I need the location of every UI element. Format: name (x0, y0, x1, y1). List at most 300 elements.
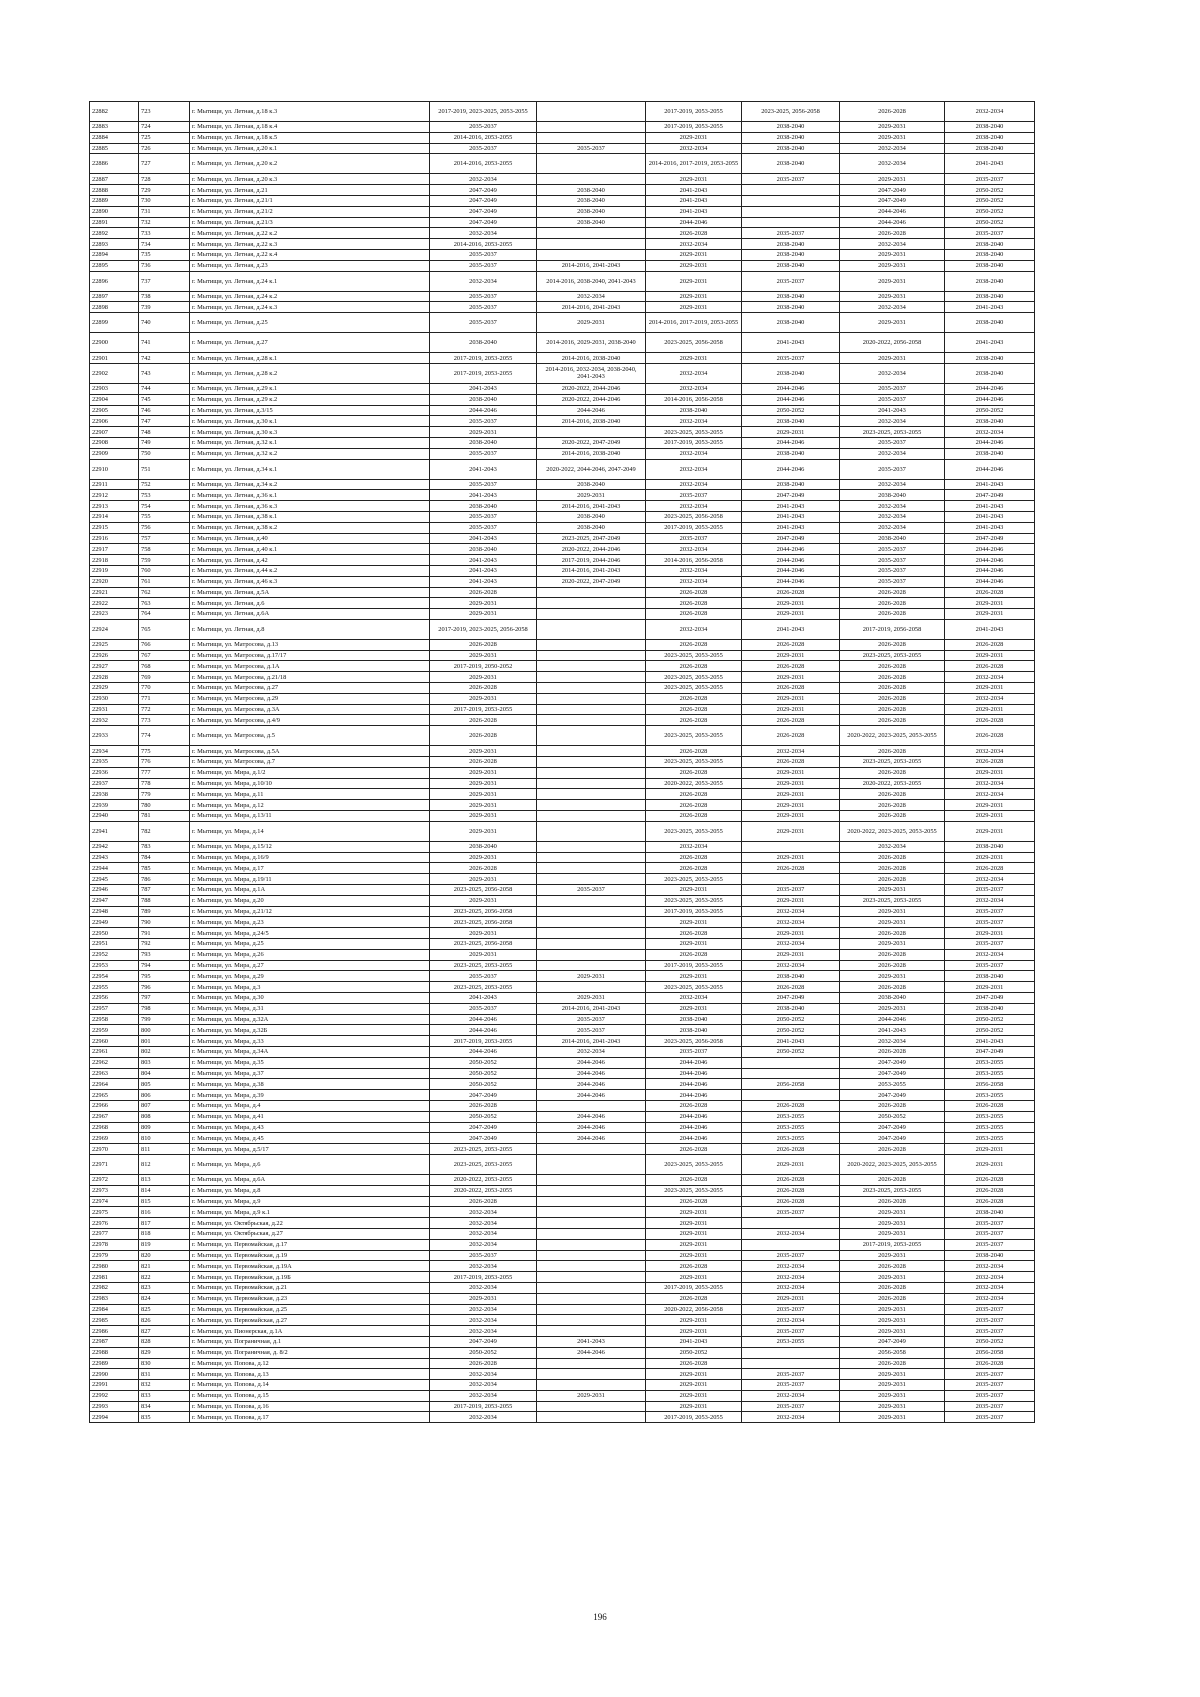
period-cell-3: 2044-2046 (646, 1133, 742, 1144)
period-cell-2 (537, 122, 646, 133)
period-cell-4: 2041-2043 (742, 522, 840, 533)
period-cell-1: 2035-2037 (430, 448, 537, 459)
period-cell-1: 2032-2034 (430, 1326, 537, 1337)
address-cell: г. Мытищи, ул. Мира, д.6А (190, 1174, 430, 1185)
row-id-cell: 22943 (90, 852, 139, 863)
period-cell-5: 2038-2040 (840, 993, 945, 1004)
period-cell-1: 2035-2037 (430, 260, 537, 271)
row-number-cell: 739 (139, 302, 190, 313)
row-id-cell: 22973 (90, 1185, 139, 1196)
period-cell-3: 2026-2028 (646, 852, 742, 863)
row-id-cell: 22991 (90, 1380, 139, 1391)
period-cell-1: 2032-2034 (430, 1261, 537, 1272)
period-cell-1: 2029-2031 (430, 650, 537, 661)
table-row (90, 1218, 1035, 1229)
row-number-cell: 772 (139, 704, 190, 715)
row-id-cell: 22930 (90, 693, 139, 704)
address-cell: г. Мытищи, ул. Мира, д.23 (190, 917, 430, 928)
table-row (90, 1282, 1035, 1293)
period-cell-5: 2026-2028 (840, 960, 945, 971)
period-cell-6: 2047-2049 (945, 533, 1035, 544)
period-cell-2: 2032-2034 (537, 1046, 646, 1057)
period-cell-6: 2038-2040 (945, 291, 1035, 302)
period-cell-5: 2026-2028 (840, 704, 945, 715)
table-row (90, 313, 1035, 333)
table-row (90, 217, 1035, 228)
row-id-cell: 22972 (90, 1174, 139, 1185)
row-id-cell: 22949 (90, 917, 139, 928)
row-id-cell: 22913 (90, 501, 139, 512)
period-cell-5: 2038-2040 (840, 533, 945, 544)
row-number-cell: 728 (139, 174, 190, 185)
period-cell-4: 2041-2043 (742, 333, 840, 353)
row-number-cell: 744 (139, 383, 190, 394)
address-cell: г. Мытищи, ул. Мира, д.32Б (190, 1025, 430, 1036)
row-id-cell: 22990 (90, 1369, 139, 1380)
address-cell: г. Мытищи, ул. Пограничная, д.1 (190, 1336, 430, 1347)
row-number-cell: 723 (139, 102, 190, 122)
address-cell: г. Мытищи, ул. Летная, д.6 (190, 598, 430, 609)
period-cell-4: 2053-2055 (742, 1336, 840, 1347)
table-row (90, 650, 1035, 661)
address-cell: г. Мытищи, ул. Летная, д.8 (190, 619, 430, 639)
period-cell-4: 2041-2043 (742, 501, 840, 512)
row-number-cell: 795 (139, 971, 190, 982)
row-number-cell: 806 (139, 1090, 190, 1101)
period-cell-4: 2038-2040 (742, 416, 840, 427)
address-cell: г. Мытищи, ул. Матросова, д.29 (190, 693, 430, 704)
period-cell-1: 2035-2037 (430, 522, 537, 533)
period-cell-3: 2026-2028 (646, 1261, 742, 1272)
address-cell: г. Мытищи, ул. Летная, д.20 к.2 (190, 154, 430, 174)
period-cell-1: 2047-2049 (430, 1090, 537, 1101)
table-row (90, 555, 1035, 566)
table-row (90, 394, 1035, 405)
period-cell-2: 2020-2022, 2044-2046 (537, 383, 646, 394)
table-row (90, 1336, 1035, 1347)
row-id-cell: 22950 (90, 928, 139, 939)
period-cell-4: 2038-2040 (742, 132, 840, 143)
period-cell-1: 2029-2031 (430, 672, 537, 683)
row-number-cell: 793 (139, 949, 190, 960)
address-cell: г. Мытищи, ул. Пограничная, д. 8/2 (190, 1347, 430, 1358)
period-cell-6: 2035-2037 (945, 917, 1035, 928)
period-cell-5: 2026-2028 (840, 789, 945, 800)
row-number-cell: 724 (139, 122, 190, 133)
period-cell-5: 2047-2049 (840, 195, 945, 206)
period-cell-6: 2041-2043 (945, 522, 1035, 533)
row-id-cell: 22899 (90, 313, 139, 333)
table-row (90, 383, 1035, 394)
period-cell-6: 2035-2037 (945, 1390, 1035, 1401)
period-cell-5: 2041-2043 (840, 405, 945, 416)
period-cell-5: 2029-2031 (840, 313, 945, 333)
period-cell-6: 2035-2037 (945, 885, 1035, 896)
row-number-cell: 758 (139, 544, 190, 555)
row-number-cell: 792 (139, 939, 190, 950)
period-cell-2 (537, 174, 646, 185)
period-cell-1: 2050-2052 (430, 1068, 537, 1079)
period-cell-3: 2014-2016, 2017-2019, 2053-2055 (646, 154, 742, 174)
row-id-cell: 22883 (90, 122, 139, 133)
period-cell-3: 2029-2031 (646, 1239, 742, 1250)
row-id-cell: 22894 (90, 249, 139, 260)
address-cell: г. Мытищи, ул. Мира, д.17 (190, 863, 430, 874)
period-cell-1: 2023-2025, 2053-2055 (430, 982, 537, 993)
address-cell: г. Мытищи, ул. Летная, д.32 к.2 (190, 448, 430, 459)
period-cell-2: 2014-2016, 2032-2034, 2038-2040, 2041-2043 (537, 363, 646, 383)
table-row (90, 619, 1035, 639)
row-id-cell: 22969 (90, 1133, 139, 1144)
period-cell-5: 2032-2034 (840, 448, 945, 459)
period-cell-6: 2029-2031 (945, 767, 1035, 778)
address-cell: г. Мытищи, ул. Мира, д.43 (190, 1122, 430, 1133)
period-cell-4 (742, 195, 840, 206)
table-row (90, 511, 1035, 522)
period-cell-5: 2026-2028 (840, 1293, 945, 1304)
period-cell-6: 2026-2028 (945, 587, 1035, 598)
period-cell-4: 2053-2055 (742, 1111, 840, 1122)
period-cell-4: 2035-2037 (742, 1401, 840, 1412)
period-cell-5: 2029-2031 (840, 971, 945, 982)
address-cell: г. Мытищи, ул. Попова, д.12 (190, 1358, 430, 1369)
period-cell-3: 2023-2025, 2053-2055 (646, 650, 742, 661)
period-cell-5: 2035-2037 (840, 555, 945, 566)
address-cell: г. Мытищи, ул. Летная, д.21/2 (190, 206, 430, 217)
period-cell-2: 2029-2031 (537, 1390, 646, 1401)
period-cell-3: 2032-2034 (646, 363, 742, 383)
table-row (90, 1358, 1035, 1369)
address-cell: г. Мытищи, ул. Летная, д.28 к.1 (190, 353, 430, 364)
period-cell-2: 2014-2016, 2041-2043 (537, 260, 646, 271)
period-cell-5: 2029-2031 (840, 885, 945, 896)
period-cell-5: 2029-2031 (840, 271, 945, 291)
period-cell-3: 2026-2028 (646, 1100, 742, 1111)
row-number-cell: 828 (139, 1336, 190, 1347)
period-cell-5: 2032-2034 (840, 1036, 945, 1047)
period-cell-5: 2032-2034 (840, 143, 945, 154)
period-cell-2: 2044-2046 (537, 1111, 646, 1122)
table-row (90, 185, 1035, 196)
period-cell-4 (742, 1358, 840, 1369)
table-row (90, 522, 1035, 533)
table-row (90, 661, 1035, 672)
period-cell-5: 2029-2031 (840, 1401, 945, 1412)
address-cell: г. Мытищи, ул. Мира, д.16/9 (190, 852, 430, 863)
period-cell-4: 2026-2028 (742, 1144, 840, 1155)
period-cell-2 (537, 1218, 646, 1229)
row-id-cell: 22931 (90, 704, 139, 715)
table-row (90, 971, 1035, 982)
period-cell-1: 2029-2031 (430, 852, 537, 863)
row-id-cell: 22968 (90, 1122, 139, 1133)
period-cell-3: 2038-2040 (646, 405, 742, 416)
row-number-cell: 770 (139, 683, 190, 694)
address-cell: г. Мытищи, ул. Летная, д.21/3 (190, 217, 430, 228)
period-cell-4: 2035-2037 (742, 271, 840, 291)
period-cell-1: 2032-2034 (430, 1228, 537, 1239)
period-cell-6: 2032-2034 (945, 949, 1035, 960)
row-number-cell: 801 (139, 1036, 190, 1047)
row-id-cell: 22978 (90, 1239, 139, 1250)
row-number-cell: 824 (139, 1293, 190, 1304)
row-number-cell: 817 (139, 1218, 190, 1229)
row-number-cell: 804 (139, 1068, 190, 1079)
period-cell-5: 2029-2031 (840, 939, 945, 950)
period-cell-3: 2026-2028 (646, 1174, 742, 1185)
table-row (90, 533, 1035, 544)
period-cell-5: 2053-2055 (840, 1079, 945, 1090)
row-id-cell: 22955 (90, 982, 139, 993)
period-cell-1: 2017-2019, 2050-2052 (430, 661, 537, 672)
row-number-cell: 786 (139, 874, 190, 885)
period-cell-1: 2050-2052 (430, 1057, 537, 1068)
row-number-cell: 734 (139, 239, 190, 250)
address-cell: г. Мытищи, ул. Матросова, д.17/17 (190, 650, 430, 661)
period-cell-6: 2029-2031 (945, 598, 1035, 609)
period-cell-1: 2038-2040 (430, 333, 537, 353)
row-number-cell: 791 (139, 928, 190, 939)
row-number-cell: 815 (139, 1196, 190, 1207)
period-cell-3: 2029-2031 (646, 1003, 742, 1014)
period-cell-5: 2026-2028 (840, 982, 945, 993)
table-row (90, 143, 1035, 154)
period-cell-4: 2044-2046 (742, 555, 840, 566)
period-cell-6: 2038-2040 (945, 448, 1035, 459)
table-row (90, 437, 1035, 448)
period-cell-3: 2032-2034 (646, 993, 742, 1004)
period-cell-2: 2014-2016, 2038-2040 (537, 416, 646, 427)
period-cell-4: 2035-2037 (742, 1326, 840, 1337)
row-id-cell: 22922 (90, 598, 139, 609)
period-cell-5: 2032-2034 (840, 841, 945, 852)
period-cell-2 (537, 1282, 646, 1293)
period-cell-6: 2035-2037 (945, 1380, 1035, 1391)
period-cell-5: 2023-2025, 2053-2055 (840, 757, 945, 768)
period-cell-4: 2044-2046 (742, 544, 840, 555)
period-cell-3: 2029-2031 (646, 132, 742, 143)
period-cell-2: 2035-2037 (537, 1025, 646, 1036)
period-cell-3: 2038-2040 (646, 1014, 742, 1025)
period-cell-4: 2050-2052 (742, 405, 840, 416)
period-cell-2: 2035-2037 (537, 143, 646, 154)
period-cell-2 (537, 874, 646, 885)
address-cell: г. Мытищи, ул. Мира, д.9 (190, 1196, 430, 1207)
period-cell-4: 2026-2028 (742, 1100, 840, 1111)
period-cell-1: 2050-2052 (430, 1347, 537, 1358)
period-cell-3: 2014-2016, 2056-2058 (646, 394, 742, 405)
period-cell-5: 2029-2031 (840, 1218, 945, 1229)
period-cell-1: 2047-2049 (430, 1122, 537, 1133)
row-id-cell: 22967 (90, 1111, 139, 1122)
table-row (90, 874, 1035, 885)
period-cell-3: 2044-2046 (646, 1068, 742, 1079)
row-number-cell: 831 (139, 1369, 190, 1380)
period-cell-5: 2026-2028 (840, 1358, 945, 1369)
period-cell-1: 2041-2043 (430, 555, 537, 566)
row-id-cell: 22918 (90, 555, 139, 566)
period-cell-3: 2032-2034 (646, 459, 742, 479)
period-cell-5: 2044-2046 (840, 1014, 945, 1025)
table-row (90, 821, 1035, 841)
period-cell-4: 2029-2031 (742, 928, 840, 939)
period-cell-1: 2029-2031 (430, 874, 537, 885)
period-cell-3: 2044-2046 (646, 1111, 742, 1122)
address-cell: г. Мытищи, ул. Летная, д.34 к.2 (190, 479, 430, 490)
row-number-cell: 747 (139, 416, 190, 427)
period-cell-3: 2032-2034 (646, 448, 742, 459)
period-cell-5: 2023-2025, 2053-2055 (840, 650, 945, 661)
period-cell-3: 2029-2031 (646, 1390, 742, 1401)
period-cell-4: 2038-2040 (742, 448, 840, 459)
row-id-cell: 22926 (90, 650, 139, 661)
table-row (90, 1380, 1035, 1391)
period-cell-4: 2029-2031 (742, 672, 840, 683)
period-cell-6: 2038-2040 (945, 260, 1035, 271)
row-id-cell: 22898 (90, 302, 139, 313)
row-number-cell: 732 (139, 217, 190, 228)
period-cell-3: 2029-2031 (646, 291, 742, 302)
period-cell-3: 2041-2043 (646, 185, 742, 196)
row-number-cell: 809 (139, 1122, 190, 1133)
period-cell-5: 2026-2028 (840, 1046, 945, 1057)
table-row (90, 1315, 1035, 1326)
row-number-cell: 805 (139, 1079, 190, 1090)
table-row (90, 693, 1035, 704)
period-cell-1: 2041-2043 (430, 459, 537, 479)
address-cell: г. Мытищи, ул. Летная, д.22 к.3 (190, 239, 430, 250)
period-cell-4: 2029-2031 (742, 895, 840, 906)
row-id-cell: 22963 (90, 1068, 139, 1079)
row-id-cell: 22983 (90, 1293, 139, 1304)
row-number-cell: 787 (139, 885, 190, 896)
period-cell-5: 2029-2031 (840, 132, 945, 143)
period-cell-6: 2026-2028 (945, 1174, 1035, 1185)
address-cell: г. Мытищи, ул. Мира, д.38 (190, 1079, 430, 1090)
period-cell-4 (742, 1090, 840, 1101)
period-cell-6: 2032-2034 (945, 102, 1035, 122)
table-row (90, 1100, 1035, 1111)
period-cell-5: 2026-2028 (840, 1174, 945, 1185)
period-cell-4: 2038-2040 (742, 291, 840, 302)
row-number-cell: 733 (139, 228, 190, 239)
address-cell: г. Мытищи, ул. Летная, д.21 (190, 185, 430, 196)
period-cell-2 (537, 1154, 646, 1174)
table-row (90, 363, 1035, 383)
row-number-cell: 761 (139, 576, 190, 587)
period-cell-6: 2047-2049 (945, 993, 1035, 1004)
address-cell: г. Мытищи, ул. Попова, д.17 (190, 1412, 430, 1423)
period-cell-1: 2023-2025, 2053-2055 (430, 1144, 537, 1155)
period-cell-4: 2026-2028 (742, 982, 840, 993)
address-cell: г. Мытищи, ул. Мира, д.14 (190, 821, 430, 841)
address-cell: г. Мытищи, ул. Мира, д.4 (190, 1100, 430, 1111)
row-number-cell: 748 (139, 427, 190, 438)
period-cell-6: 2032-2034 (945, 1272, 1035, 1283)
period-cell-1: 2029-2031 (430, 746, 537, 757)
period-cell-1: 2044-2046 (430, 405, 537, 416)
period-cell-6: 2041-2043 (945, 302, 1035, 313)
table-row (90, 928, 1035, 939)
period-cell-4: 2026-2028 (742, 757, 840, 768)
period-cell-3: 2023-2025, 2053-2055 (646, 874, 742, 885)
period-cell-3: 2017-2019, 2053-2055 (646, 960, 742, 971)
period-cell-6: 2032-2034 (945, 427, 1035, 438)
period-cell-3: 2029-2031 (646, 353, 742, 364)
period-cell-3: 2041-2043 (646, 1336, 742, 1347)
period-cell-2: 2020-2022, 2047-2049 (537, 437, 646, 448)
period-cell-4: 2026-2028 (742, 639, 840, 650)
row-id-cell: 22934 (90, 746, 139, 757)
period-cell-3: 2026-2028 (646, 800, 742, 811)
period-cell-4: 2032-2034 (742, 1261, 840, 1272)
period-cell-5: 2032-2034 (840, 302, 945, 313)
period-cell-4: 2053-2055 (742, 1122, 840, 1133)
address-cell: г. Мытищи, ул. Летная, д.42 (190, 555, 430, 566)
period-cell-6: 2035-2037 (945, 960, 1035, 971)
period-cell-4: 2029-2031 (742, 693, 840, 704)
row-number-cell: 777 (139, 767, 190, 778)
period-cell-4: 2044-2046 (742, 383, 840, 394)
period-cell-2: 2029-2031 (537, 971, 646, 982)
period-cell-3: 2023-2025, 2053-2055 (646, 683, 742, 694)
period-cell-1: 2020-2022, 2053-2055 (430, 1174, 537, 1185)
period-cell-4: 2044-2046 (742, 565, 840, 576)
period-cell-1: 2047-2049 (430, 206, 537, 217)
period-cell-6: 2041-2043 (945, 501, 1035, 512)
table-row (90, 1111, 1035, 1122)
period-cell-4: 2032-2034 (742, 939, 840, 950)
period-cell-2: 2032-2034 (537, 291, 646, 302)
period-cell-1: 2038-2040 (430, 437, 537, 448)
period-cell-1: 2035-2037 (430, 416, 537, 427)
period-cell-2 (537, 661, 646, 672)
period-cell-1: 2014-2016, 2053-2055 (430, 239, 537, 250)
period-cell-1: 2029-2031 (430, 778, 537, 789)
address-cell: г. Мытищи, ул. Мира, д.32А (190, 1014, 430, 1025)
period-cell-4: 2038-2040 (742, 249, 840, 260)
period-cell-2 (537, 800, 646, 811)
period-cell-2: 2020-2022, 2044-2046 (537, 394, 646, 405)
period-cell-4: 2038-2040 (742, 302, 840, 313)
row-id-cell: 22897 (90, 291, 139, 302)
period-cell-5: 2026-2028 (840, 102, 945, 122)
row-id-cell: 22976 (90, 1218, 139, 1229)
row-id-cell: 22891 (90, 217, 139, 228)
period-cell-2 (537, 154, 646, 174)
row-id-cell: 22916 (90, 533, 139, 544)
period-cell-6: 2029-2031 (945, 982, 1035, 993)
period-cell-4: 2029-2031 (742, 767, 840, 778)
row-number-cell: 752 (139, 479, 190, 490)
table-row (90, 1272, 1035, 1283)
period-cell-4: 2032-2034 (742, 1390, 840, 1401)
table-row (90, 939, 1035, 950)
table-row (90, 1025, 1035, 1036)
row-number-cell: 835 (139, 1412, 190, 1423)
period-cell-2: 2044-2046 (537, 405, 646, 416)
period-cell-4: 2047-2049 (742, 993, 840, 1004)
period-cell-6: 2050-2052 (945, 405, 1035, 416)
table-row (90, 1144, 1035, 1155)
period-cell-1: 2047-2049 (430, 217, 537, 228)
row-number-cell: 794 (139, 960, 190, 971)
period-cell-4: 2029-2031 (742, 650, 840, 661)
period-cell-4: 2032-2034 (742, 1228, 840, 1239)
period-cell-1: 2032-2034 (430, 1239, 537, 1250)
row-id-cell: 22932 (90, 715, 139, 726)
row-id-cell: 22959 (90, 1025, 139, 1036)
